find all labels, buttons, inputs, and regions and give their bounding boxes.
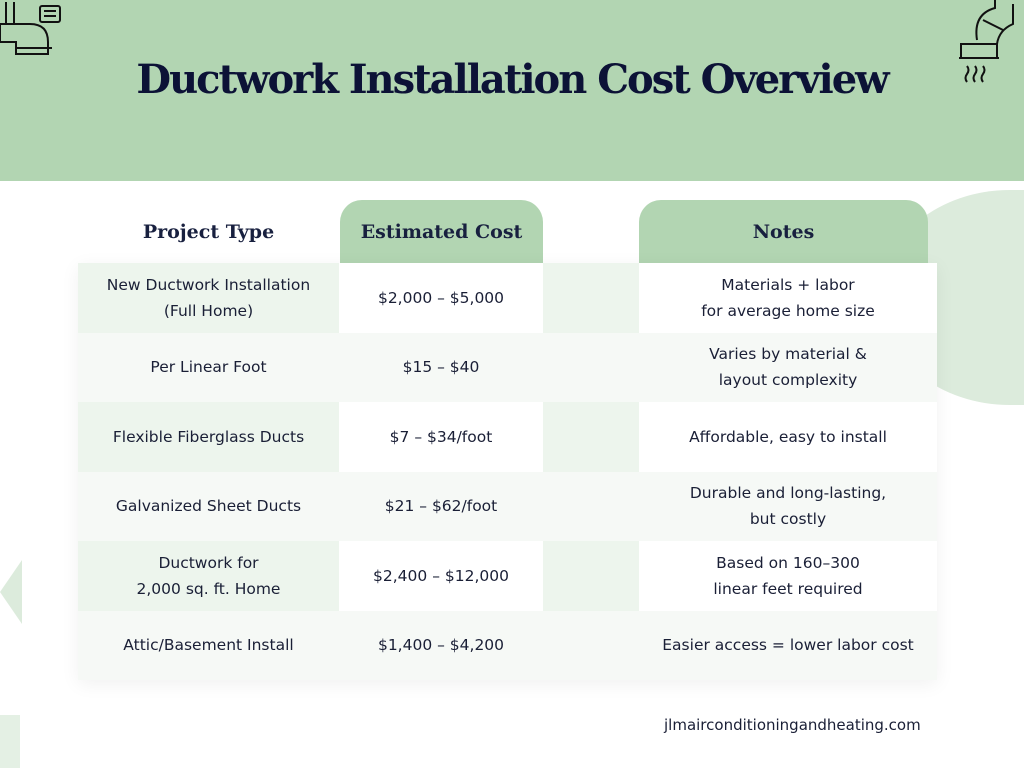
project-cell: Attic/Basement Install: [123, 636, 294, 655]
cost-cell: $2,000 – $5,000: [339, 263, 543, 333]
spacer-cell: [543, 263, 639, 333]
table-row: [78, 263, 937, 333]
table-row: [78, 611, 937, 681]
spacer-cell: [543, 472, 639, 542]
decorative-bar: [0, 715, 20, 768]
spacer-cell: [543, 402, 639, 472]
project-cell: New Ductwork Installation (Full Home): [78, 263, 339, 333]
table-row: [78, 472, 937, 542]
notes-cell: Affordable, easy to install: [639, 402, 937, 472]
page-title: Ductwork Installation Cost Overview: [136, 56, 888, 103]
cost-cell: $7 – $34/foot: [339, 402, 543, 472]
header-project-type: Project Type: [142, 220, 275, 243]
header-notes: Notes: [639, 200, 928, 263]
project-cell: Galvanized Sheet Ducts: [115, 497, 302, 516]
cost-table: [78, 263, 937, 680]
table-row: [78, 541, 937, 611]
notes-cell: Materials + labor for average home size: [639, 263, 937, 333]
notes-cell: Durable and long-lasting, but costly: [689, 484, 887, 529]
cost-cell: $15 – $40: [402, 358, 480, 377]
notes-cell: Varies by material & layout complexity: [709, 345, 867, 390]
header-estimated-cost: Estimated Cost: [340, 200, 543, 263]
cost-cell: $21 – $62/foot: [384, 497, 498, 516]
project-cell: Flexible Fiberglass Ducts: [78, 402, 339, 472]
spacer-cell: [543, 541, 639, 611]
decorative-triangle: [0, 560, 22, 624]
notes-cell: Based on 160–300 linear feet required: [639, 541, 937, 611]
spacer-cell: [543, 611, 639, 681]
table-row: [78, 333, 937, 403]
spacer-cell: [543, 333, 639, 403]
project-cell: Ductwork for 2,000 sq. ft. Home: [78, 541, 339, 611]
cost-cell: $1,400 – $4,200: [377, 636, 505, 655]
table-row: [78, 402, 937, 472]
cost-cell: $2,400 – $12,000: [339, 541, 543, 611]
notes-cell: Easier access = lower labor cost: [662, 636, 914, 655]
website-url: jlmairconditioningandheating.com: [664, 716, 921, 734]
project-cell: Per Linear Foot: [150, 358, 267, 377]
